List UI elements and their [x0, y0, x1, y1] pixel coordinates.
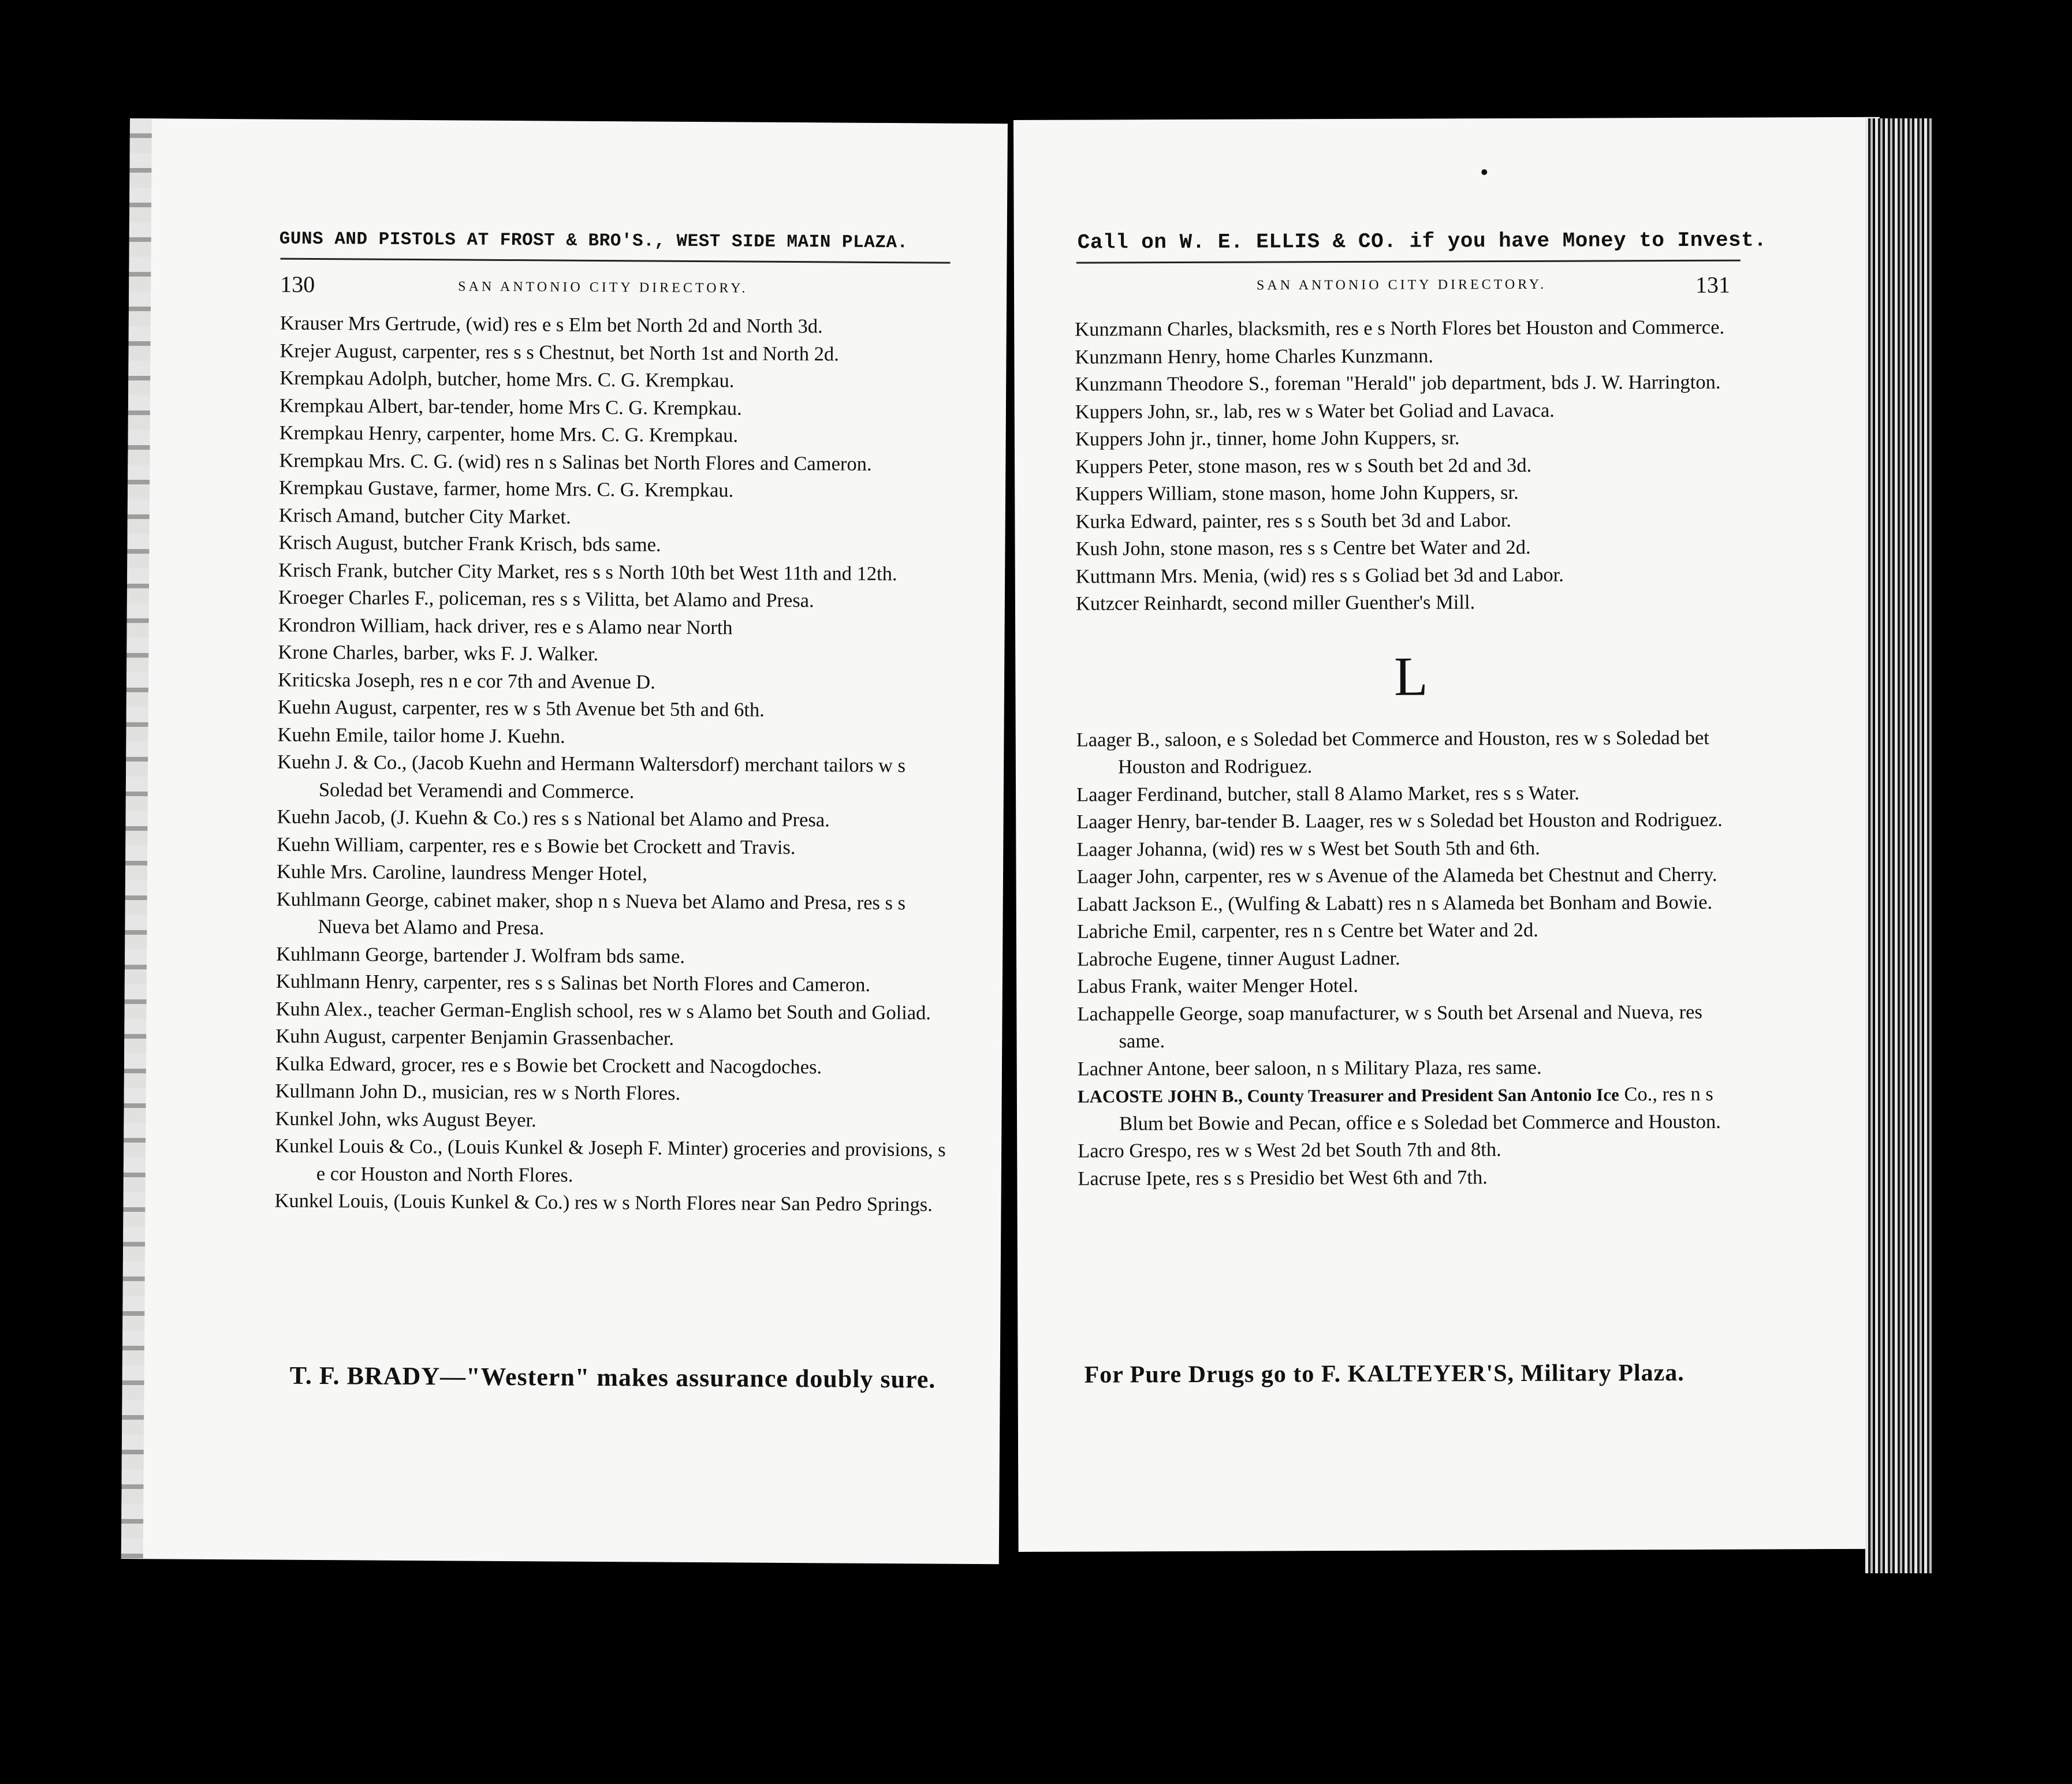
directory-entry: Lachappelle George, soap manufacturer, w s South bet Arsenal and Nueva, res same.	[1077, 1001, 1702, 1053]
directory-entry: Kuehn William, carpenter, res e s Bowie bet Crockett and Travis.	[277, 833, 796, 859]
directory-entry: Krempkau Albert, bar-tender, home Mrs C. G. Krempkau.	[279, 394, 742, 419]
book-page-edges	[1865, 118, 1933, 1573]
directory-entry: Labriche Emil, carpenter, res n s Centre bet Water and 2d.	[1076, 919, 1538, 943]
directory-entry: Kuhn August, carpenter Benjamin Grassenbacher.	[275, 1025, 674, 1050]
directory-entry: Laager Johanna, (wid) res w s West bet South 5th and 6th.	[1076, 837, 1540, 861]
left-running-head: SAN ANTONIO CITY DIRECTORY.	[458, 279, 748, 296]
left-top-advertisement: GUNS AND PISTOLS AT FROST & BRO'S., WEST SIDE MAIN PLAZA.	[279, 229, 908, 253]
directory-entry: Krisch Frank, butcher City Market, res s s North 10th bet West 11th and 12th.	[278, 559, 897, 585]
page-edge-shadow	[121, 118, 152, 1559]
right-running-head: SAN ANTONIO CITY DIRECTORY.	[1256, 277, 1547, 293]
directory-entry: Krone Charles, barber, wks F. J. Walker.	[278, 641, 599, 665]
directory-entry: Labatt Jackson E., (Wulfing & Labatt) res n s Alameda bet Bonham and Bowie.	[1076, 891, 1713, 916]
section-letter-heading: L	[1393, 645, 1428, 707]
right-page-number: 131	[1695, 271, 1731, 298]
header-rule	[281, 258, 951, 264]
directory-entry: Kuhlmann George, bartender J. Wolfram bds same.	[276, 943, 685, 968]
directory-entry: Krempkau Mrs. C. G. (wid) res n s Salinas bet North Flores and Cameron.	[279, 449, 872, 475]
l-entries-continued	[1078, 1136, 1747, 1193]
k-entries	[1075, 314, 1746, 618]
directory-entry: Kuppers John, sr., lab, res w s Water bet Goliad and Lavaca.	[1075, 399, 1555, 423]
directory-entry: Kroeger Charles F., policeman, res s s Vilitta, bet Alamo and Presa.	[278, 586, 814, 612]
entry-bold-name: LACOSTE JOHN B., County Treasurer and President San Antonio Ice	[1077, 1084, 1619, 1107]
directory-entry: Kuhn Alex., teacher German-English school, res w s Alamo bet South and Goliad.	[275, 998, 931, 1024]
directory-entry: Kunkel Louis, (Louis Kunkel & Co.) res w s North Flores near San Pedro Springs.	[274, 1189, 933, 1216]
l-entries	[1076, 724, 1747, 1083]
directory-entry: Kuhlmann Henry, carpenter, res s s Salinas bet North Flores and Cameron.	[275, 970, 871, 996]
directory-entry: Kunzmann Theodore S., foreman "Herald" job department, bds J. W. Harrington.	[1075, 371, 1721, 395]
directory-entry: Laager Henry, bar-tender B. Laager, res w s Soledad bet Houston and Rodriguez.	[1076, 808, 1723, 833]
directory-entry: Krisch Amand, butcher City Market.	[278, 504, 571, 528]
directory-entry: Krempkau Henry, carpenter, home Mrs. C. G. Krempkau.	[279, 421, 739, 447]
directory-entry: Kurka Edward, painter, res s s South bet 3d and Labor.	[1075, 509, 1512, 533]
directory-entry: Kuppers John jr., tinner, home John Kuppers, sr.	[1075, 427, 1460, 450]
directory-entry: Kunzmann Charles, blacksmith, res e s North Flores bet Houston and Commerce.	[1075, 316, 1725, 341]
directory-entry: Labroche Eugene, tinner August Ladner.	[1077, 947, 1400, 971]
directory-entry-bold	[1078, 1081, 1747, 1138]
print-speck	[1481, 169, 1487, 175]
right-top-advertisement: Call on W. E. ELLIS & CO. if you have Money to Invest.	[1077, 228, 1767, 255]
directory-entry: Kulka Edward, grocer, res e s Bowie bet Crockett and Nacogdoches.	[275, 1053, 822, 1078]
directory-entry: Kunkel Louis & Co., (Louis Kunkel & Joseph F. Minter) groceries and provisions, s e cor Houston and North Flores.	[275, 1134, 946, 1186]
left-directory-entries	[274, 310, 953, 1219]
directory-entry: Kuehn August, carpenter, res w s 5th Avenue bet 5th and 6th.	[277, 696, 765, 721]
header-rule	[1076, 260, 1741, 264]
directory-entry: Kuhle Mrs. Caroline, laundress Menger Hotel,	[276, 860, 648, 885]
right-directory-entries	[1075, 314, 1747, 1193]
directory-entry: Kunkel John, wks August Beyer.	[275, 1107, 536, 1131]
directory-entry: Krondron William, hack driver, res e s Alamo near North	[278, 614, 733, 639]
directory-entry: Laager John, carpenter, res w s Avenue of the Alameda bet Chestnut and Cherry.	[1076, 863, 1717, 888]
entry-bold-rest: Co., res n s Blum bet Bowie and Pecan, office e s Soledad bet Commerce and Houston.	[1119, 1083, 1721, 1134]
directory-entry: Laager B., saloon, e s Soledad bet Commerce and Houston, res w s Soledad bet Houston and Rodriguez.	[1076, 726, 1709, 778]
directory-entry: Kunzmann Henry, home Charles Kunzmann.	[1075, 344, 1434, 368]
right-page	[1013, 117, 1885, 1552]
directory-entry: Kutzcer Reinhardt, second miller Guenther's Mill.	[1075, 591, 1475, 615]
directory-entry: Krisch August, butcher Frank Krisch, bds same.	[278, 531, 661, 556]
directory-entry: Kuppers Peter, stone mason, res w s South bet 2d and 3d.	[1075, 454, 1532, 478]
directory-entry: Kush John, stone mason, res s s Centre bet Water and 2d.	[1075, 536, 1531, 560]
directory-entry: Kriticska Joseph, res n e cor 7th and Avenue D.	[277, 669, 655, 693]
directory-entry: Lacro Grespo, res w s West 2d bet South 7th and 8th.	[1078, 1139, 1501, 1162]
right-bottom-advertisement: For Pure Drugs go to F. KALTEYER'S, Military Plaza.	[1084, 1359, 1685, 1389]
left-page-number: 130	[280, 271, 315, 297]
directory-entry: Kuttmann Mrs. Menia, (wid) res s s Goliad bet 3d and Labor.	[1075, 563, 1564, 588]
directory-entry: Kuehn Emile, tailor home J. Kuehn.	[277, 723, 565, 748]
directory-entry: Kuhlmann George, cabinet maker, shop n s Nueva bet Alamo and Presa, res s s Nueva bet Alamo and Presa.	[276, 888, 906, 939]
directory-entry: Kuehn Jacob, (J. Kuehn & Co.) res s s National bet Alamo and Presa.	[277, 805, 830, 831]
left-bottom-advertisement: T. F. BRADY—"Western" makes assurance doubly sure.	[289, 1361, 936, 1394]
directory-entry: Laager Ferdinand, butcher, stall 8 Alamo Market, res s s Water.	[1076, 782, 1580, 806]
directory-entry: Kuehn J. & Co., (Jacob Kuehn and Hermann Waltersdorf) merchant tailors w s Soledad bet Veramendi and Commerce.	[277, 751, 906, 803]
directory-entry: Kuppers William, stone mason, home John Kuppers, sr.	[1075, 481, 1519, 505]
directory-entry: Krempkau Adolph, butcher, home Mrs. C. G. Krempkau.	[280, 367, 735, 392]
directory-entry: Krempkau Gustave, farmer, home Mrs. C. G. Krempkau.	[278, 476, 734, 502]
directory-entry: Krauser Mrs Gertrude, (wid) res e s Elm bet North 2d and North 3d.	[280, 312, 823, 338]
directory-entry: Krejer August, carpenter, res s s Chestnut, bet North 1st and North 2d.	[280, 339, 839, 365]
directory-entry: Kullmann John D., musician, res w s North Flores.	[275, 1080, 681, 1104]
directory-entry: Lachner Antone, beer saloon, n s Military Plaza, res same.	[1077, 1056, 1542, 1080]
directory-entry: Lacruse Ipete, res s s Presidio bet West 6th and 7th.	[1078, 1166, 1488, 1190]
directory-entry: Labus Frank, waiter Menger Hotel.	[1077, 974, 1359, 998]
left-page	[121, 118, 1008, 1564]
